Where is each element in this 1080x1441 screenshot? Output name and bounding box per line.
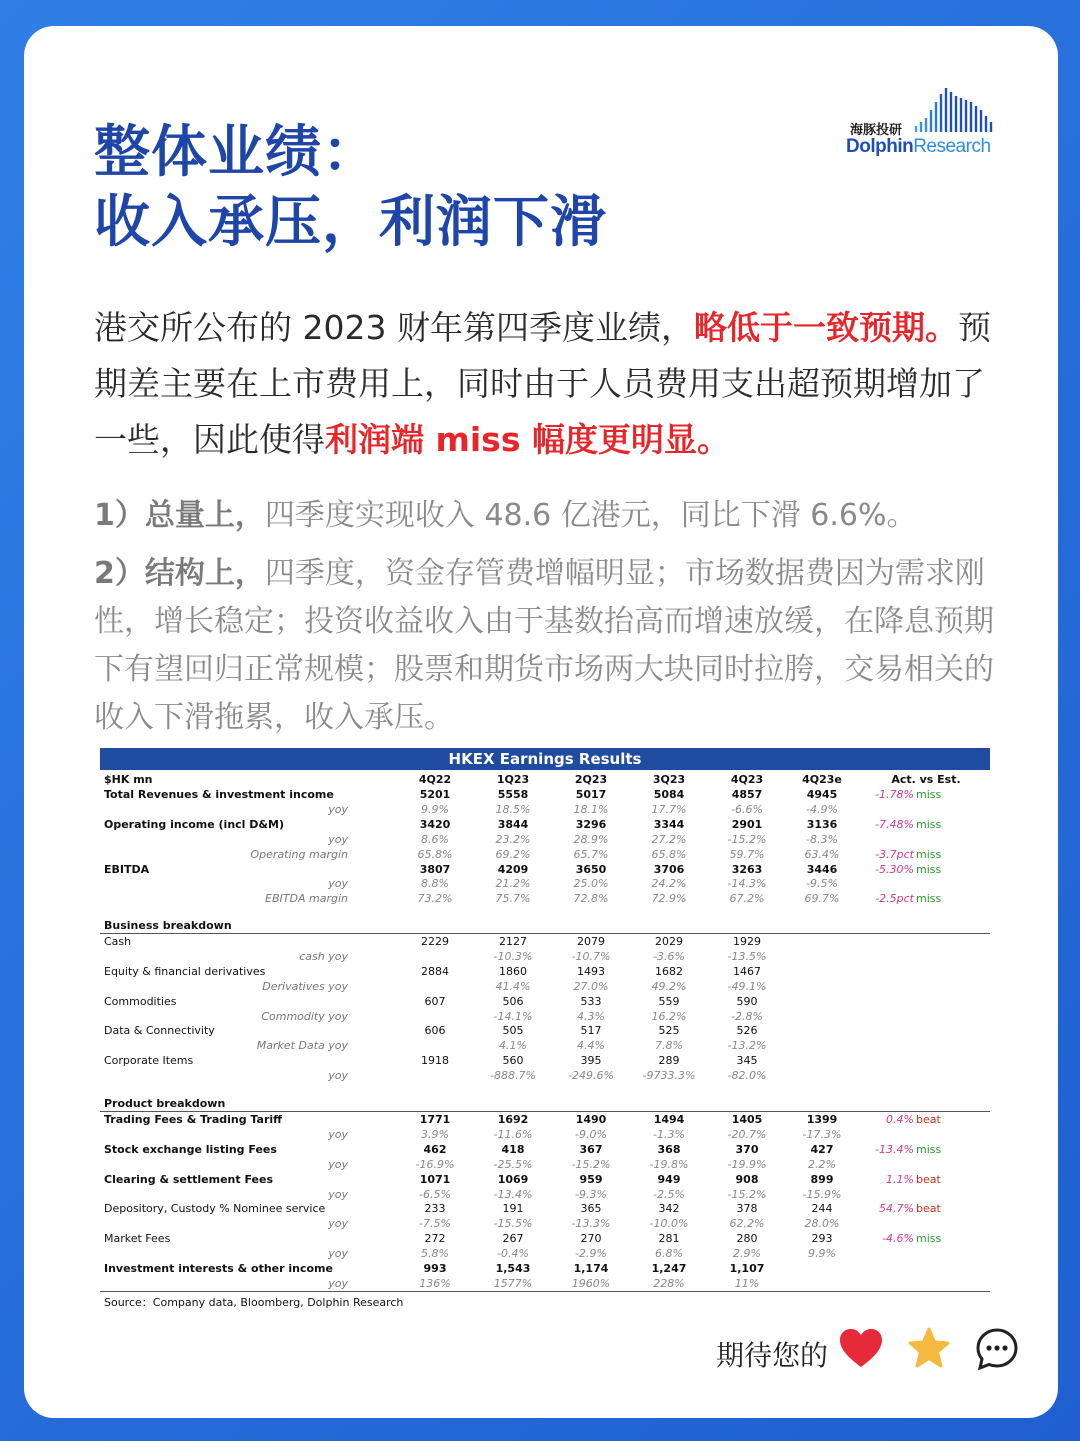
table-row xyxy=(100,1023,990,1038)
table-cell: -4.9% xyxy=(806,802,838,816)
table-cell: 4.1% xyxy=(499,1039,527,1053)
row-label: Data & Connectivity xyxy=(104,1024,215,1038)
table-cell: 4857 xyxy=(731,788,763,801)
table-cell: 959 xyxy=(579,1172,603,1186)
table-cell: -1.3% xyxy=(653,1127,685,1141)
table-row xyxy=(100,1246,990,1261)
row-sublabel: EBITDA margin xyxy=(265,892,348,906)
table-row xyxy=(100,891,990,906)
section-title xyxy=(100,1096,990,1111)
table-cell: -14.1% xyxy=(493,1009,533,1023)
table-cell: 293 xyxy=(811,1232,833,1246)
compare-value: -3.7pct xyxy=(875,847,914,861)
table-row xyxy=(100,832,990,847)
compare-value: 0.4% xyxy=(886,1113,914,1126)
table-row xyxy=(100,847,990,862)
table-cell: 506 xyxy=(502,994,524,1008)
table-cell: 5558 xyxy=(497,788,529,801)
table-cell: 5201 xyxy=(419,788,451,801)
table-cell: 395 xyxy=(580,1054,602,1068)
result-tag: miss xyxy=(916,1232,942,1246)
table-cell: 3263 xyxy=(731,862,763,876)
table-cell: 1071 xyxy=(419,1172,451,1186)
result-tag: beat xyxy=(916,1113,941,1126)
table-cell: 18.1% xyxy=(573,802,609,816)
table-cell: 136% xyxy=(419,1276,451,1290)
table-cell: -16.9% xyxy=(415,1157,455,1171)
table-cell: 1490 xyxy=(575,1113,607,1126)
section-title-text: Business breakdown xyxy=(104,919,232,932)
table-row xyxy=(100,1038,990,1053)
table-cell: 280 xyxy=(736,1232,758,1246)
table-cell: 7.8% xyxy=(655,1039,683,1053)
table-cell: -15.2% xyxy=(571,1157,611,1171)
intro-part-1: 港交所公布的 2023 财年第四季度业绩， xyxy=(94,308,694,347)
table-cell: 370 xyxy=(735,1142,759,1156)
row-sublabel: yoy xyxy=(328,1276,348,1290)
table-cell: -17.3% xyxy=(802,1127,842,1141)
table-cell: 75.7% xyxy=(495,892,531,906)
intro-paragraph xyxy=(94,300,1014,468)
table-cell: 418 xyxy=(501,1142,525,1156)
result-tag: beat xyxy=(916,1172,941,1186)
table-cell: -10.3% xyxy=(493,949,533,963)
unit-label: $HK mn xyxy=(104,773,153,786)
row-label: Cash xyxy=(104,935,132,948)
table-cell: 9.9% xyxy=(808,1247,836,1261)
table-cell: 427 xyxy=(810,1142,834,1156)
table-row xyxy=(100,1068,990,1083)
row-sublabel: Commodity yoy xyxy=(261,1009,348,1023)
table-cell: 27.2% xyxy=(651,832,687,846)
compare-value: -2.5pct xyxy=(875,892,914,906)
row-sublabel: Market Data yoy xyxy=(256,1039,348,1053)
table-cell: -13.4% xyxy=(493,1187,533,1201)
result-tag: miss xyxy=(916,788,942,801)
table-cell: 525 xyxy=(658,1024,680,1038)
table-cell: 24.2% xyxy=(651,877,687,891)
table-row xyxy=(100,817,990,832)
table-row xyxy=(100,1216,990,1231)
table-cell: 272 xyxy=(424,1232,446,1246)
table-cell: 65.7% xyxy=(573,847,609,861)
table-bottom-divider xyxy=(100,1291,990,1292)
row-sublabel: yoy xyxy=(328,802,348,816)
result-tag: miss xyxy=(916,817,942,831)
table-cell: 3344 xyxy=(653,817,685,831)
table-row xyxy=(100,994,990,1009)
table-cell: 65.8% xyxy=(651,847,687,861)
table-cell: -249.6% xyxy=(568,1069,614,1083)
table-cell: 607 xyxy=(424,994,446,1008)
table-cell: 3844 xyxy=(497,817,529,831)
table-cell: 462 xyxy=(423,1142,447,1156)
table-cell: -2.9% xyxy=(575,1247,607,1261)
result-tag: miss xyxy=(916,847,942,861)
table-cell: 21.2% xyxy=(495,877,531,891)
intro-highlight-1: 略低于一致预期。 xyxy=(693,308,958,347)
point-2-head: 2）结构上， xyxy=(94,556,265,591)
column-header: 4Q23 xyxy=(730,773,764,786)
table-row xyxy=(100,1157,990,1172)
table-cell: -0.4% xyxy=(497,1247,529,1261)
row-sublabel: yoy xyxy=(328,877,348,891)
row-label: Equity & financial derivatives xyxy=(104,964,266,978)
table-cell: 9.9% xyxy=(421,802,449,816)
row-label: Operating income (incl D&M) xyxy=(104,817,284,831)
table-title: HKEX Earnings Results xyxy=(100,748,990,770)
table-row xyxy=(100,1127,990,1142)
table-cell: 908 xyxy=(735,1172,759,1186)
table-row xyxy=(100,1172,990,1187)
row-sublabel: yoy xyxy=(328,1247,348,1261)
row-sublabel: cash yoy xyxy=(299,949,348,963)
star-icon[interactable] xyxy=(906,1326,952,1372)
table-cell: 4.3% xyxy=(577,1009,605,1023)
table-cell: 526 xyxy=(736,1024,758,1038)
row-sublabel: yoy xyxy=(328,1127,348,1141)
table-cell: 1467 xyxy=(733,964,761,978)
logo-english xyxy=(846,136,991,158)
column-header: 3Q23 xyxy=(652,773,686,786)
table-cell: -15.9% xyxy=(802,1187,842,1201)
table-cell: 2229 xyxy=(421,935,449,948)
table-cell: -9.5% xyxy=(806,877,838,891)
table-cell: 228% xyxy=(653,1276,685,1290)
column-header: 4Q22 xyxy=(418,773,452,786)
table-cell: -10.7% xyxy=(571,949,611,963)
table-cell: -6.6% xyxy=(731,802,763,816)
table-cell: 505 xyxy=(502,1024,524,1038)
table-cell: -13.2% xyxy=(727,1039,767,1053)
table-cell: 368 xyxy=(657,1142,681,1156)
row-label: Corporate Items xyxy=(104,1054,194,1068)
row-label: Trading Fees & Trading Tariff xyxy=(104,1113,283,1126)
table-row xyxy=(100,862,990,877)
table-cell: 1960% xyxy=(571,1276,611,1290)
table-cell: 72.8% xyxy=(573,892,609,906)
table-cell: -9.3% xyxy=(575,1187,607,1201)
compare-value: -7.48% xyxy=(875,817,914,831)
table-cell: 270 xyxy=(580,1232,602,1246)
compare-value: 1.1% xyxy=(886,1172,914,1186)
table-row xyxy=(100,1187,990,1202)
table-cell: 1,107 xyxy=(729,1262,765,1275)
table-cell: 1405 xyxy=(731,1113,763,1126)
table-cell: 2079 xyxy=(577,935,605,948)
table-cell: 559 xyxy=(658,994,680,1008)
row-label: Total Revenues & investment income xyxy=(104,788,334,801)
point-2 xyxy=(94,550,1014,742)
table-cell: 560 xyxy=(502,1054,524,1068)
section-title-text: Product breakdown xyxy=(104,1097,226,1110)
table-source: Source：Company data, Bloomberg, Dolphin Research xyxy=(104,1296,404,1309)
table-cell: 1,247 xyxy=(651,1262,687,1275)
row-label: Market Fees xyxy=(104,1232,171,1246)
table-cell: 3807 xyxy=(419,862,451,876)
table-cell: 6.8% xyxy=(655,1247,683,1261)
table-cell: 289 xyxy=(658,1054,680,1068)
table-cell: 993 xyxy=(423,1262,447,1275)
table-cell: 2.9% xyxy=(733,1247,761,1261)
table-cell: 1,543 xyxy=(495,1262,531,1275)
compare-value: -1.78% xyxy=(875,788,914,801)
title-line-2: 收入承压，利润下滑 xyxy=(94,190,607,255)
table-cell: 345 xyxy=(736,1054,758,1068)
table-cell: 1682 xyxy=(655,964,683,978)
result-tag: miss xyxy=(916,1142,942,1156)
point-1 xyxy=(94,492,1014,540)
table-cell: 367 xyxy=(579,1142,603,1156)
footer-text: 期待您的 xyxy=(716,1339,829,1372)
title-line-1: 整体业绩： xyxy=(94,120,379,185)
section-title xyxy=(100,918,990,933)
table-row xyxy=(100,1009,990,1024)
table-cell: -13.3% xyxy=(571,1217,611,1231)
table-cell: 62.2% xyxy=(729,1217,765,1231)
table-cell: 1577% xyxy=(493,1276,533,1290)
logo-dolphin: Dolphin xyxy=(846,136,914,157)
table-row xyxy=(100,1142,990,1157)
comment-icon[interactable] xyxy=(974,1326,1020,1372)
content-card xyxy=(24,26,1058,1418)
table-cell: 72.9% xyxy=(651,892,687,906)
table-cell: 69.7% xyxy=(804,892,840,906)
table-cell: -9733.3% xyxy=(642,1069,696,1083)
table-cell: 233 xyxy=(424,1202,446,1216)
table-cell: -10.0% xyxy=(649,1217,689,1231)
table-cell: -9.0% xyxy=(575,1127,607,1141)
table-cell: -14.3% xyxy=(727,877,767,891)
table-cell: 11% xyxy=(734,1276,760,1290)
table-cell: 28.9% xyxy=(573,832,609,846)
table-cell: 4945 xyxy=(806,788,838,801)
compare-value: -4.6% xyxy=(882,1232,914,1246)
table-cell: 69.2% xyxy=(495,847,531,861)
table-cell: -8.3% xyxy=(806,832,838,846)
table-row xyxy=(100,1261,990,1276)
table-cell: 4.4% xyxy=(577,1039,605,1053)
logo-chinese: 海豚投研 xyxy=(850,123,903,138)
earnings-table xyxy=(100,748,990,1308)
point-2-text: 四季度，资金存管费增幅明显；市场数据费因为需求刚性，增长稳定；投资收益收入由于基数抬高而增速放缓，在降息预期下有望回归正常规模；股票和期货市场两大块同时拉胯，交易相关的收入下滑拖累，收入承压。 xyxy=(94,556,994,735)
table-cell: 1069 xyxy=(497,1172,529,1186)
row-sublabel: Operating margin xyxy=(250,847,348,861)
table-cell: 2901 xyxy=(731,817,763,831)
table-cell: -6.5% xyxy=(419,1187,451,1201)
table-cell: 3296 xyxy=(575,817,607,831)
row-label: Clearing & settlement Fees xyxy=(104,1172,274,1186)
table-cell: 949 xyxy=(657,1172,681,1186)
table-cell: -13.5% xyxy=(727,949,767,963)
table-cell: 59.7% xyxy=(729,847,765,861)
table-cell: 1493 xyxy=(577,964,605,978)
table-cell: -19.9% xyxy=(727,1157,767,1171)
result-tag: miss xyxy=(916,862,942,876)
row-sublabel: yoy xyxy=(328,1069,348,1083)
table-cell: 533 xyxy=(580,994,602,1008)
table-cell: 65.8% xyxy=(417,847,453,861)
compare-value: -5.30% xyxy=(875,862,914,876)
table-cell: 267 xyxy=(502,1232,524,1246)
table-cell: 365 xyxy=(580,1202,602,1216)
column-header: Act. vs Est. xyxy=(891,773,961,786)
table-cell: 3446 xyxy=(806,862,838,876)
heart-icon[interactable] xyxy=(838,1326,884,1372)
table-cell: -7.5% xyxy=(419,1217,451,1231)
table-cell: 1918 xyxy=(421,1054,449,1068)
table-cell: 3650 xyxy=(575,862,607,876)
column-header: 4Q23e xyxy=(802,773,842,786)
table-cell: 2029 xyxy=(655,935,683,948)
table-cell: 1494 xyxy=(653,1113,685,1126)
table-cell: 67.2% xyxy=(729,892,765,906)
table-cell: -3.6% xyxy=(653,949,685,963)
table-cell: -82.0% xyxy=(727,1069,767,1083)
table-cell: -888.7% xyxy=(490,1069,536,1083)
table-cell: -19.8% xyxy=(649,1157,689,1171)
row-sublabel: Derivatives yoy xyxy=(262,979,348,993)
table-row xyxy=(100,964,990,979)
table-cell: 23.2% xyxy=(495,832,531,846)
table-cell: 191 xyxy=(502,1202,524,1216)
compare-value: -13.4% xyxy=(875,1142,914,1156)
table-cell: 4209 xyxy=(497,862,529,876)
row-label: Investment interests & other income xyxy=(104,1262,333,1275)
table-cell: 378 xyxy=(736,1202,758,1216)
table-cell: 590 xyxy=(736,994,758,1008)
table-cell: 342 xyxy=(658,1202,680,1216)
table-cell: -2.5% xyxy=(653,1187,685,1201)
table-cell: -20.7% xyxy=(727,1127,767,1141)
row-label: EBITDA xyxy=(104,862,150,876)
table-cell: 3706 xyxy=(653,862,685,876)
row-sublabel: yoy xyxy=(328,1217,348,1231)
table-cell: -11.6% xyxy=(493,1127,533,1141)
table-cell: 2127 xyxy=(499,935,527,948)
table-cell: 244 xyxy=(811,1202,833,1216)
table-cell: 73.2% xyxy=(417,892,453,906)
page-title xyxy=(94,118,607,258)
table-cell: 5.8% xyxy=(421,1247,449,1261)
table-row xyxy=(100,1231,990,1246)
table-cell: 5017 xyxy=(575,788,607,801)
row-sublabel: yoy xyxy=(328,1157,348,1171)
table-cell: 17.7% xyxy=(651,802,687,816)
table-cell: 18.5% xyxy=(495,802,531,816)
table-row xyxy=(100,979,990,994)
column-header-row xyxy=(100,772,990,787)
column-header: 2Q23 xyxy=(574,773,608,786)
table-cell: 16.2% xyxy=(651,1009,687,1023)
table-cell: 1771 xyxy=(419,1113,451,1126)
table-cell: 3420 xyxy=(419,817,451,831)
result-tag: beat xyxy=(916,1202,941,1216)
table-cell: 8.6% xyxy=(421,832,449,846)
intro-part-2: 预期差主要在上市费用上，同时由于人员费用支出超预期增加了一些，因此使得 xyxy=(94,308,991,459)
table-row xyxy=(100,1201,990,1216)
table-cell: 49.2% xyxy=(651,979,687,993)
table-row xyxy=(100,876,990,891)
compare-value: 54.7% xyxy=(879,1202,914,1216)
table-cell: 25.0% xyxy=(573,877,609,891)
table-cell: 3.9% xyxy=(421,1127,449,1141)
table-row xyxy=(100,1053,990,1068)
logo-research: Research xyxy=(913,136,991,157)
table-cell: 63.4% xyxy=(804,847,840,861)
row-label: Stock exchange listing Fees xyxy=(104,1142,277,1156)
row-sublabel: yoy xyxy=(328,832,348,846)
table-row xyxy=(100,802,990,817)
table-row xyxy=(100,949,990,964)
table-row xyxy=(100,787,990,802)
table-cell: 27.0% xyxy=(573,979,609,993)
column-header: 1Q23 xyxy=(496,773,530,786)
result-tag: miss xyxy=(916,892,942,906)
table-cell: -15.2% xyxy=(727,1187,767,1201)
point-1-head: 1）总量上， xyxy=(94,498,265,533)
table-cell: 1,174 xyxy=(573,1262,609,1275)
table-cell: -15.5% xyxy=(493,1217,533,1231)
table-cell: 1860 xyxy=(499,964,527,978)
table-cell: 28.0% xyxy=(804,1217,840,1231)
table-row xyxy=(100,1276,990,1291)
intro-highlight-2: 利润端 miss 幅度更明显。 xyxy=(325,420,730,459)
table-cell: -2.8% xyxy=(731,1009,763,1023)
table-cell: 5084 xyxy=(653,788,685,801)
table-cell: 1692 xyxy=(497,1113,529,1126)
table-cell: 2884 xyxy=(421,964,449,978)
dolphin-research-logo xyxy=(842,88,1002,168)
table-cell: 1929 xyxy=(733,935,761,948)
row-label: Depository, Custody % Nominee service xyxy=(104,1202,326,1216)
row-label: Commodities xyxy=(104,994,177,1008)
row-sublabel: yoy xyxy=(328,1187,348,1201)
table-cell: 3136 xyxy=(806,817,838,831)
table-cell: -15.2% xyxy=(727,832,767,846)
table-cell: 41.4% xyxy=(495,979,531,993)
logo-bars-icon xyxy=(914,88,1002,132)
table-cell: 899 xyxy=(810,1172,834,1186)
point-1-text: 四季度实现收入 48.6 亿港元，同比下滑 6.6%。 xyxy=(264,498,917,533)
table-cell: 606 xyxy=(424,1024,446,1038)
table-cell: -25.5% xyxy=(493,1157,533,1171)
table-row xyxy=(100,934,990,949)
table-cell: 1399 xyxy=(806,1113,838,1126)
table-cell: 517 xyxy=(580,1024,602,1038)
table-row xyxy=(100,1112,990,1127)
table-cell: 8.8% xyxy=(421,877,449,891)
table-cell: -49.1% xyxy=(727,979,767,993)
table-cell: 281 xyxy=(658,1232,680,1246)
table-cell: 2.2% xyxy=(808,1157,836,1171)
